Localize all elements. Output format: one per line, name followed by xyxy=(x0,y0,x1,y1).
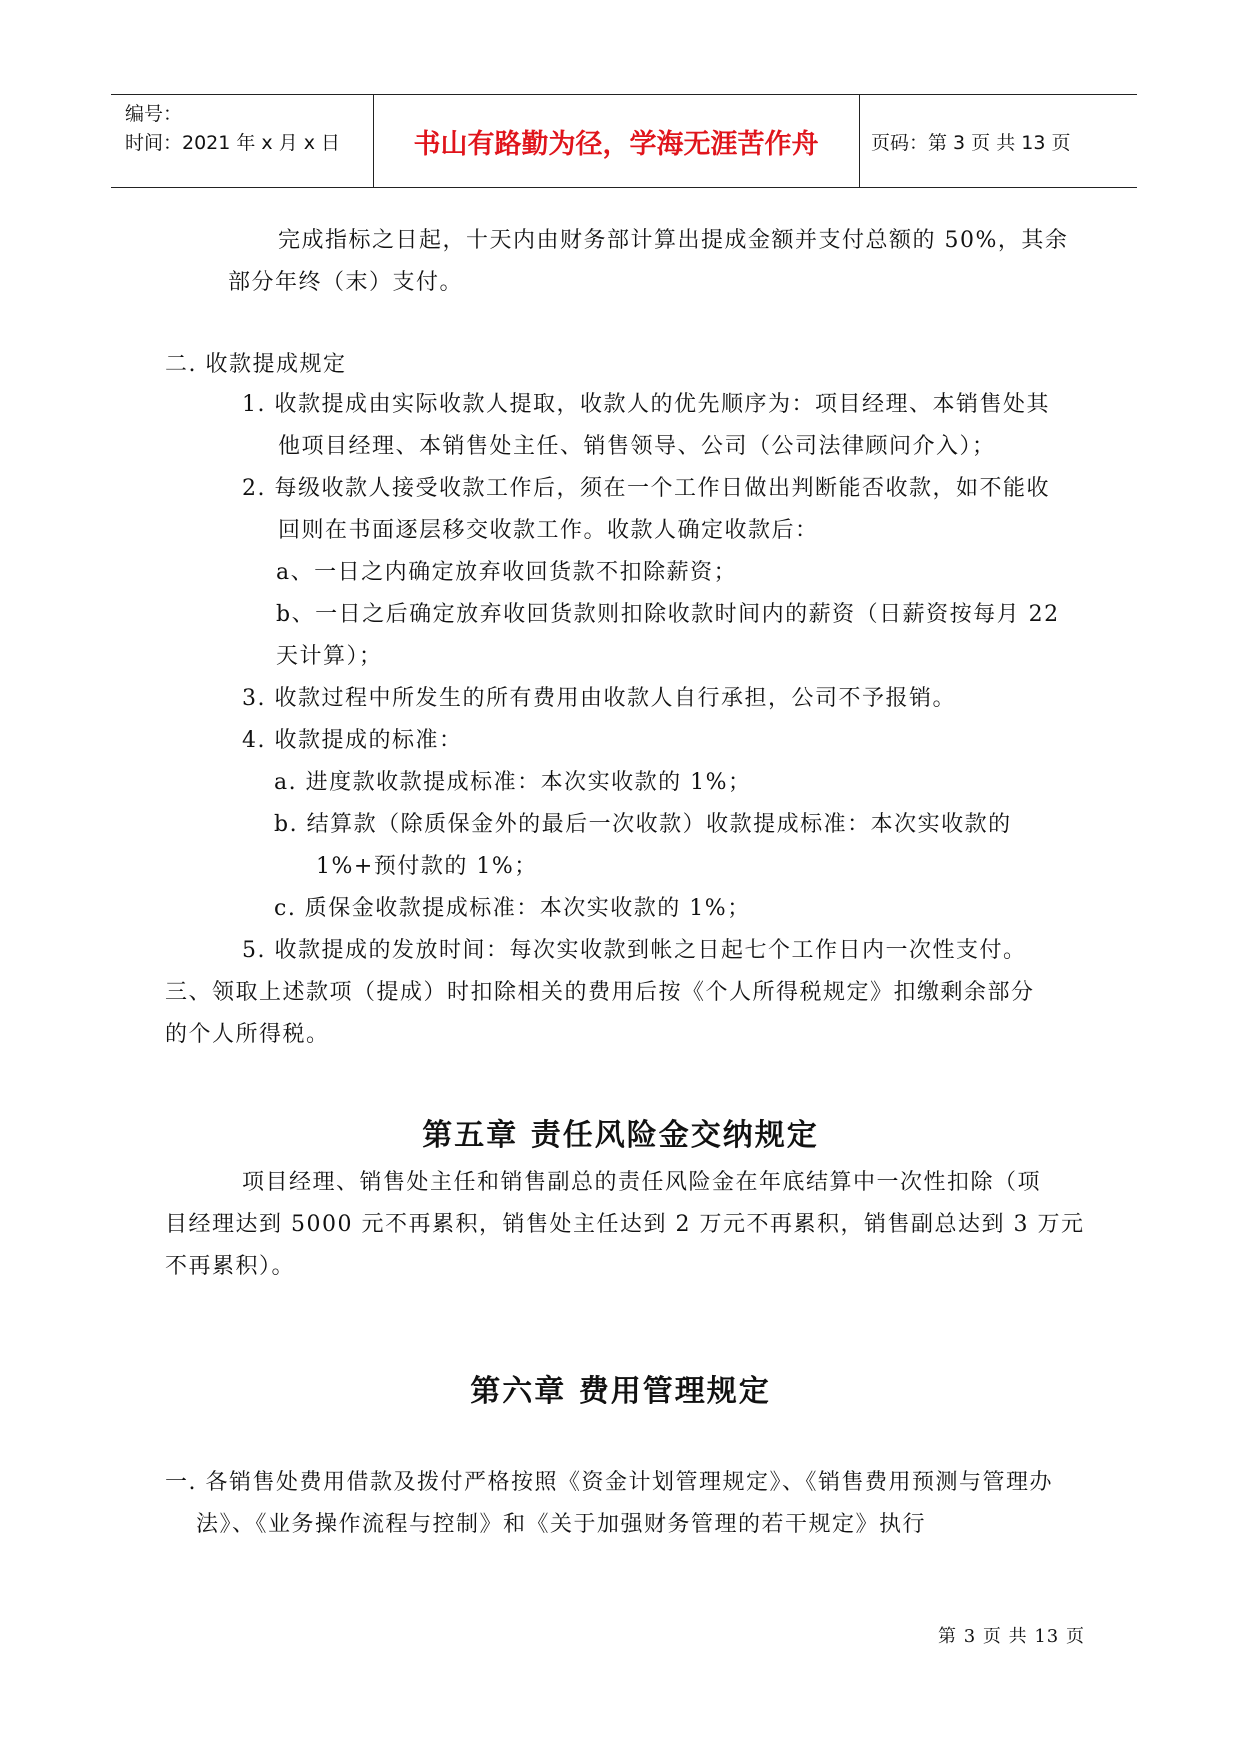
list-item: 5. 收款提成的发放时间：每次实收款到帐之日起七个工作日内一次性支付。 xyxy=(242,938,1027,963)
list-item: b. 结算款（除质保金外的最后一次收款）收款提成标准：本次实收款的 xyxy=(274,812,1012,837)
section-2-title: 二. 收款提成规定 xyxy=(165,352,347,377)
chapter-6-line-2: 法》、《业务操作流程与控制》和《关于加强财务管理的若干规定》执行 xyxy=(196,1512,927,1537)
chapter-5-line-3: 不再累积）。 xyxy=(165,1254,296,1279)
list-item: 他项目经理、本销售处主任、销售领导、公司（公司法律顾问介入）； xyxy=(278,434,996,459)
intro-line-1: 完成指标之日起，十天内由财务部计算出提成金额并支付总额的 50%，其余 xyxy=(278,228,1069,253)
list-item: 天计算）； xyxy=(276,644,383,669)
list-item: b、一日之后确定放弃收回货款则扣除收款时间内的薪资（日薪资按每月 22 xyxy=(276,602,1060,627)
intro-line-2: 部分年终（末）支付。 xyxy=(228,270,464,295)
list-item: 1. 收款提成由实际收款人提取，收款人的优先顺序为：项目经理、本销售处其 xyxy=(242,392,1050,417)
list-item: c. 质保金收款提成标准：本次实收款的 1%； xyxy=(274,896,751,921)
page-footer: 第 3 页 共 13 页 xyxy=(938,1626,1085,1647)
list-item: 1%+预付款的 1%； xyxy=(316,854,538,879)
list-item: a、一日之内确定放弃收回货款不扣除薪资； xyxy=(276,560,738,585)
chapter-5-line-2: 目经理达到 5000 元不再累积，销售处主任达到 2 万元不再累积，销售副总达到 3 万元 xyxy=(165,1212,1085,1237)
section-3-line-2: 的个人所得税。 xyxy=(165,1022,330,1047)
list-item: a. 进度款收款提成标准：本次实收款的 1%； xyxy=(274,770,752,795)
chapter-6-title: 第六章 费用管理规定 xyxy=(470,1374,771,1409)
doc-number-label: 编号： xyxy=(125,103,183,125)
chapter-6-line-1: 一. 各销售处费用借款及拨付严格按照《资金计划管理规定》、《销售费用预测与管理办 xyxy=(165,1470,1053,1495)
header-motto: 书山有路勤为径，学海无涯苦作舟 xyxy=(373,95,860,187)
page-header xyxy=(111,94,1137,188)
header-meta-cell xyxy=(111,95,374,187)
doc-time-label: 时间：2021 年 x 月 x 日 xyxy=(125,132,341,154)
list-item: 4. 收款提成的标准： xyxy=(242,728,463,753)
list-item: 2. 每级收款人接受收款工作后，须在一个工作日做出判断能否收款，如不能收 xyxy=(242,476,1050,501)
section-3-line-1: 三、领取上述款项（提成）时扣除相关的费用后按《个人所得税规定》扣缴剩余部分 xyxy=(165,980,1035,1005)
list-item: 3. 收款过程中所发生的所有费用由收款人自行承担，公司不予报销。 xyxy=(242,686,956,711)
chapter-5-title: 第五章 责任风险金交纳规定 xyxy=(422,1118,819,1153)
chapter-5-line-1: 项目经理、销售处主任和销售副总的责任风险金在年底结算中一次性扣除（项 xyxy=(242,1170,1042,1195)
list-item: 回则在书面逐层移交收款工作。收款人确定收款后： xyxy=(278,518,819,543)
header-page-number: 页码：第 3 页 共 13 页 xyxy=(871,131,1071,154)
